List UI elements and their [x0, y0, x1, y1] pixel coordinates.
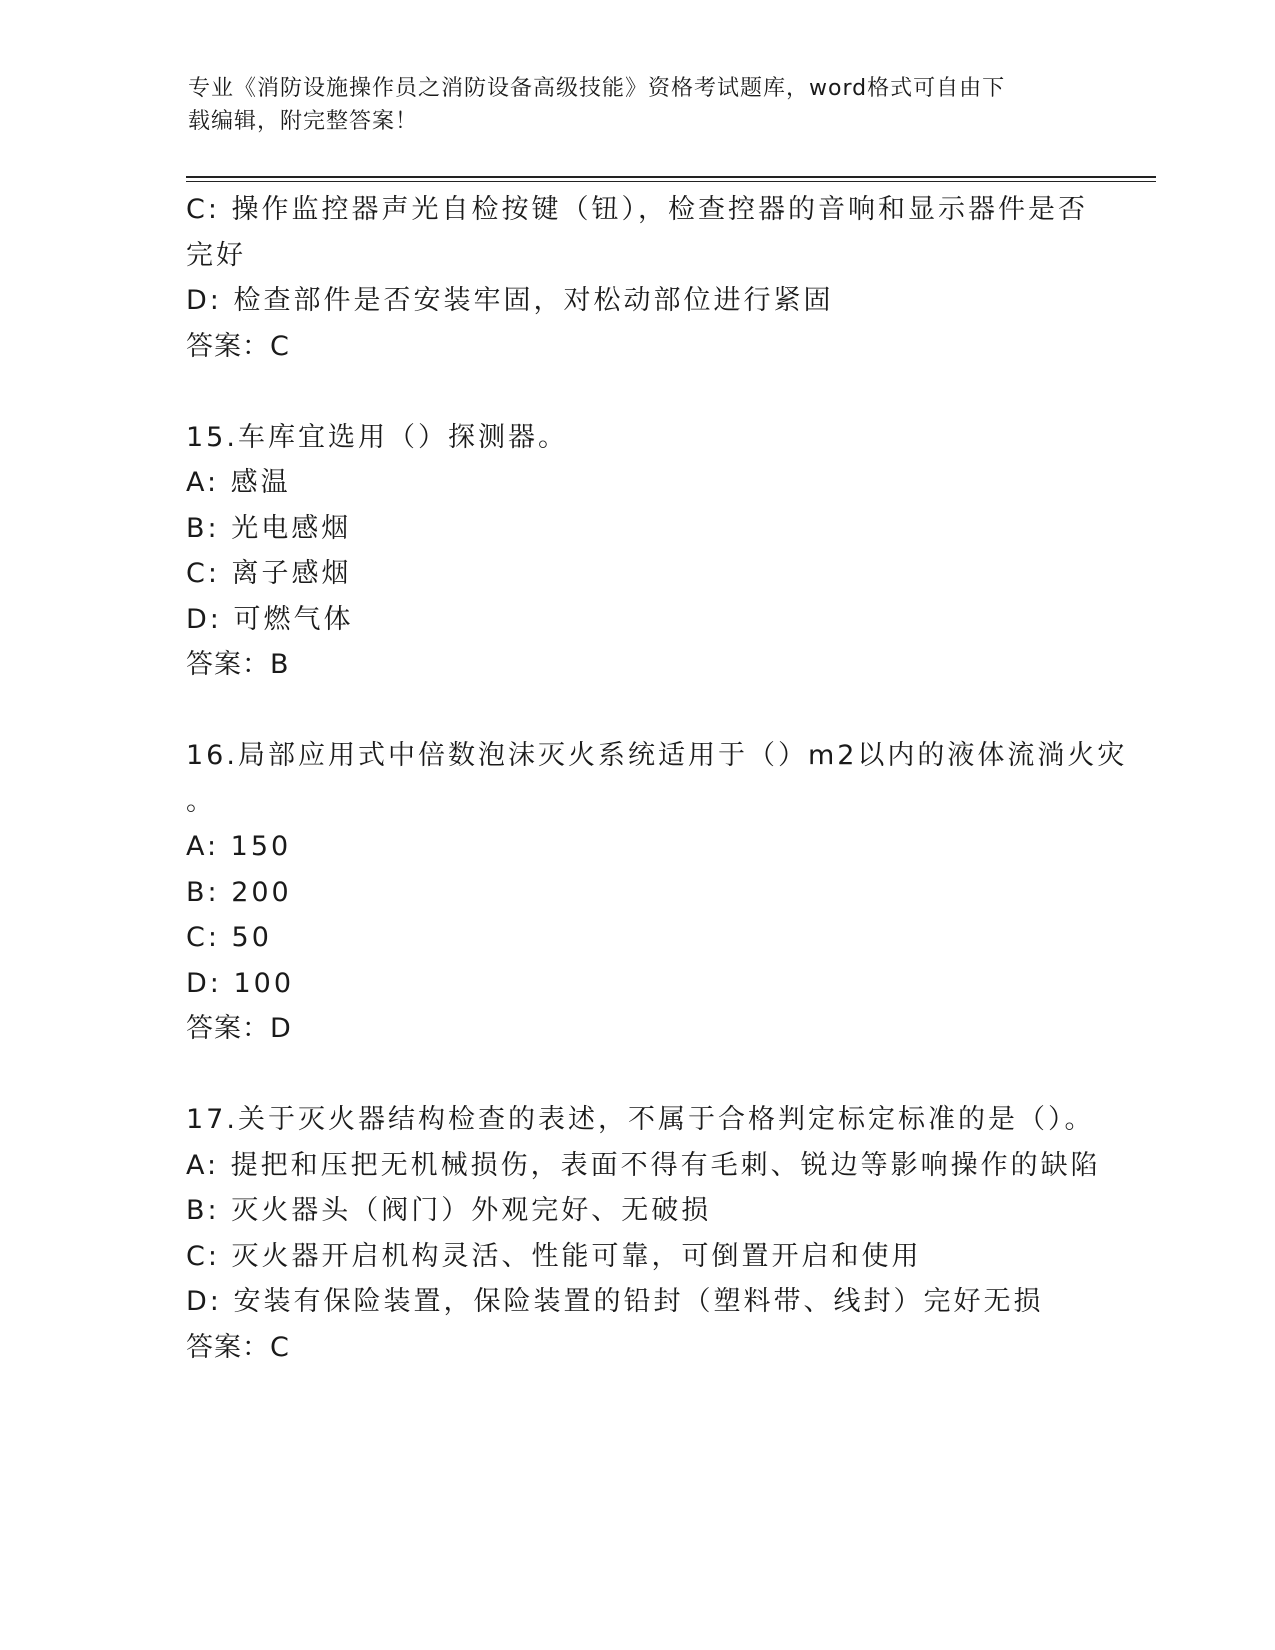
question-list: [186, 187, 1128, 1370]
question-16: [186, 733, 1128, 1052]
option-d: D: 安装有保险装置，保险装置的铅封（塑料带、线封）完好无损: [186, 1286, 1044, 1317]
document-header: [188, 72, 1088, 138]
header-rule-thick: [186, 176, 1156, 178]
answer-line: 答案：D: [186, 1013, 292, 1044]
option-d: D: 100: [186, 967, 295, 999]
question-stem: 15.车库宜选用（）探测器。: [186, 421, 568, 453]
option-b: B: 灭火器头（阀门）外观完好、无破损: [186, 1195, 712, 1226]
option-c: C: 离子感烟: [186, 558, 352, 589]
option-d: D: 检查部件是否安装牢固，对松动部位进行紧固: [186, 285, 834, 316]
option-c: C: 灭火器开启机构灵活、性能可靠，可倒置开启和使用: [186, 1240, 922, 1272]
header-line-1: 专业《消防设施操作员之消防设备高级技能》资格考试题库，word格式可自由下: [188, 76, 1006, 101]
question-17: [186, 1097, 1101, 1370]
spacer: [186, 1052, 1086, 1098]
option-d: D: 可燃气体: [186, 603, 354, 635]
option-b: B: 200: [186, 876, 292, 908]
option-b: B: 光电感烟: [186, 512, 352, 544]
header-line-2: 载编辑，附完整答案！: [188, 109, 419, 134]
option-a: A: 感温: [186, 467, 291, 498]
option-a: A: 150: [186, 831, 292, 862]
answer-line: 答案：C: [186, 1331, 290, 1363]
question-15: [186, 415, 1086, 688]
option-c-continued: 完好: [186, 239, 246, 271]
option-a: A: 提把和压把无机械损伤，表面不得有毛刺、锐边等影响操作的缺陷: [186, 1149, 1101, 1181]
option-c: C: 50: [186, 922, 272, 953]
header-rule-thin: [186, 181, 1156, 182]
prev-question-block: [186, 187, 1089, 369]
spacer: [186, 369, 1086, 415]
question-stem: 16.局部应用式中倍数泡沫灭火系统适用于（）m2以内的液体流淌火灾: [186, 740, 1128, 771]
option-c: C: 操作监控器声光自检按键（钮），检查控器的音响和显示器件是否: [186, 194, 1089, 225]
question-stem: 17.关于灭火器结构检查的表述，不属于合格判定标定标准的是（）。: [186, 1104, 1095, 1135]
answer-line: 答案：B: [186, 649, 290, 680]
answer-line: 答案：C: [186, 330, 290, 362]
spacer: [186, 688, 1086, 734]
question-stem-continued: 。: [186, 785, 216, 817]
